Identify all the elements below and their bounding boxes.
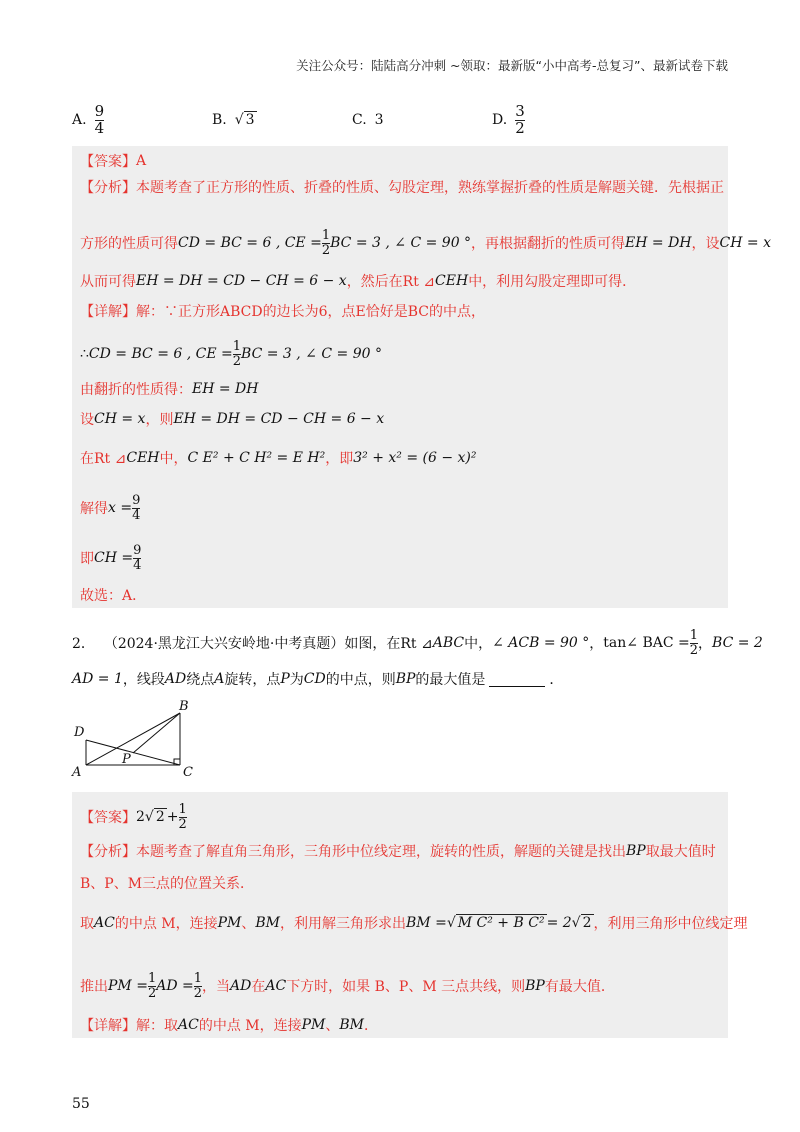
detail-2-line-1: 【详解】 解：取 AC 的中点 M，连接 PM 、 BM ． — [80, 1017, 379, 1034]
label-d: D — [74, 725, 85, 740]
page-number: 55 — [72, 1096, 90, 1112]
choice-c: C. 3 — [352, 112, 384, 128]
detail-line-7: 即 CH = $\frac{9}{4}$ — [80, 542, 142, 573]
analysis-2-line-4: 推出 PM = $\frac{1}{2}$ AD = $\frac{1}{2}$ ，当 AD 在 AC 下方时，如果 B、P、M 三点共线，则 BP 有最大值． — [80, 970, 615, 1001]
solution-box-2 — [72, 792, 748, 1038]
analysis-line-2: 方形的性质可得 CD = BC = 6 , CE = $\frac{1}{2}$ BC = 3 , ∠ C = 90 ° ，再根据翻折的性质可得 EH = DH ，设 CH = x — [80, 227, 771, 258]
segment-pb — [133, 713, 180, 753]
question-2-line-1: 2． （2024·黑龙江大兴安岭地·中考真题）如图，在Rt ⊿ ABC 中， ∠ ACB = 90 ° ， tan∠ BAC = $\frac{1}{2}$ ， BC = 2 — [72, 627, 763, 658]
answer-blank — [489, 672, 545, 687]
geometry-figure — [70, 696, 210, 782]
answer-line: 【答案】 A — [80, 153, 147, 170]
choice-a: A. $\frac{9}{4}$ — [72, 101, 105, 137]
answer-choices — [72, 100, 732, 140]
segment-ab — [86, 713, 180, 765]
page-header: 关注公众号：陆陆高分冲刺 ~领取：最新版“小中高考-总复习”、最新试卷下载 — [296, 58, 728, 73]
choice-d: D. $\frac{3}{2}$ — [492, 101, 525, 137]
detail-line-2: ∴ CD = BC = 6 , CE = $\frac{1}{2}$ BC = 3 , ∠ C = 90 ° — [80, 338, 382, 369]
label-b: B — [179, 699, 189, 714]
analysis-line-1: 【分析】 本题考查了正方形的性质、折叠的性质、勾股定理，熟练掌握折叠的性质是解题关键．先根据正 — [80, 180, 724, 196]
detail-line-1: 【详解】 解：∵正方形ABCD的边长为6，点E恰好是BC的中点， — [80, 304, 485, 320]
detail-line-3: 由翻折的性质得： EH = DH — [80, 381, 259, 398]
solution-box-1 — [72, 146, 771, 608]
question-2-line-2: AD = 1 ，线段 AD 绕点 A 旋转，点 P 为 CD 的中点，则 BP 的最大值是 ． — [72, 671, 564, 688]
analysis-2-line-1: 【分析】 本题考查了解直角三角形，三角形中位线定理，旋转的性质，解题的关键是找出 BP 取最大值时 — [80, 843, 716, 860]
detail-line-5: 在Rt ⊿ CEH 中， C E² + C H² = E H² ，即 3² + x² = (6 − x)² — [80, 450, 477, 467]
label-c: C — [183, 765, 193, 780]
label-a: A — [72, 765, 82, 780]
analysis-2-line-2: B、P、M三点的位置关系． — [80, 876, 255, 892]
answer-line-2: 【答案】 2 √ 2 + $\frac{1}{2}$ — [80, 801, 187, 832]
choice-b: B. √ 3 — [212, 112, 255, 128]
analysis-2-line-3: 取 AC 的中点 M，连接 PM 、 BM ，利用解三角形求出 BM = √ M C² + B C² = 2 √ 2 ，利用三角形中位线定理 — [80, 915, 748, 932]
final-answer: 故选：A． — [80, 588, 147, 604]
detail-line-6: 解得 x = $\frac{9}{4}$ — [80, 492, 141, 523]
detail-line-4: 设 CH = x ，则 EH = DH = CD − CH = 6 − x — [80, 411, 385, 428]
label-p: P — [122, 752, 131, 767]
analysis-line-3: 从而可得 EH = DH = CD − CH = 6 − x ，然后在Rt ⊿ CEH 中，利用勾股定理即可得． — [80, 273, 637, 290]
